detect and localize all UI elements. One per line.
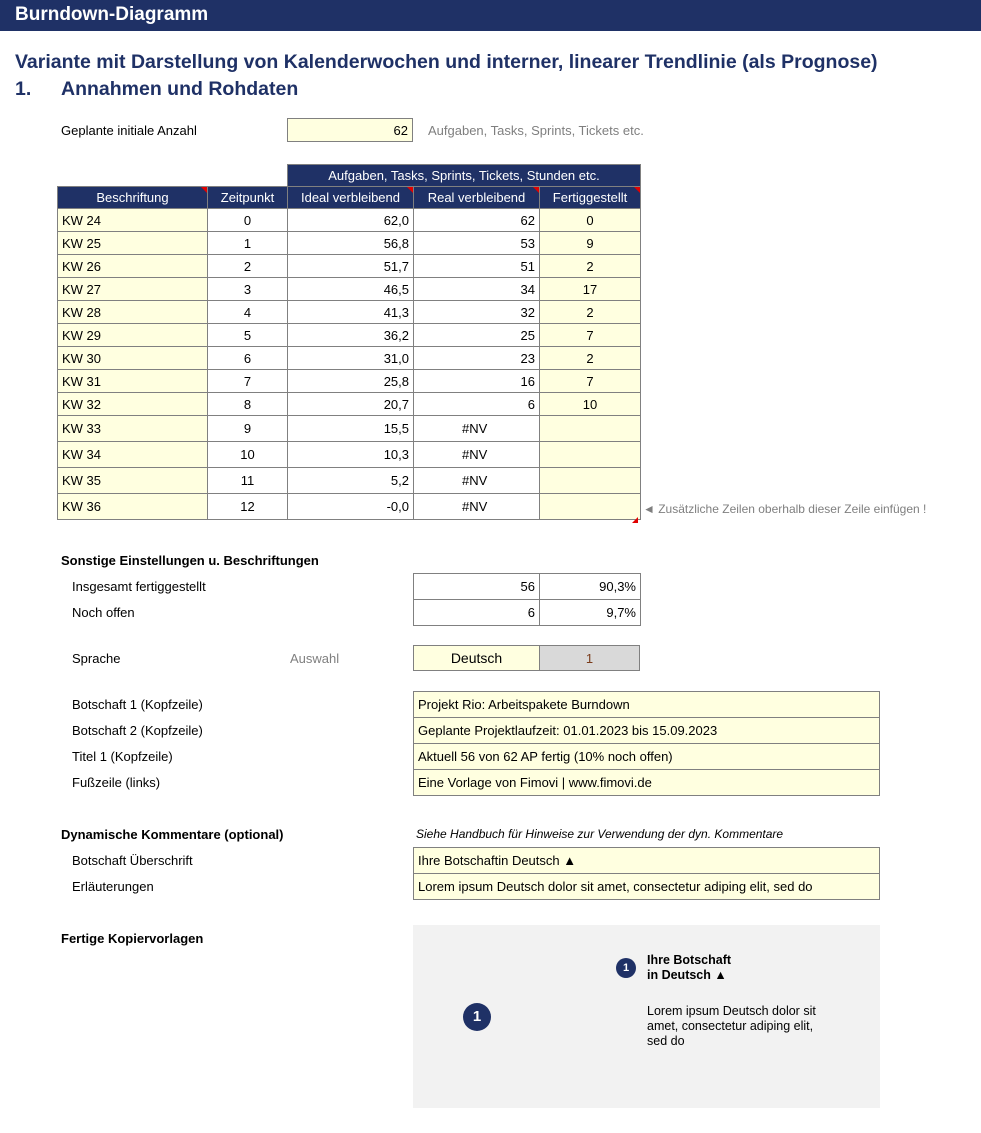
dynamic-heading-value: Ihre Botschaftin Deutsch ▲: [418, 853, 577, 868]
cell-time: 5: [208, 324, 288, 347]
cell-real: #NV: [414, 494, 540, 520]
col-header-text: Ideal verbleibend: [300, 190, 401, 205]
cell-label[interactable]: KW 34: [58, 442, 208, 468]
cell-real: 25: [414, 324, 540, 347]
cell-ideal: 31,0: [288, 347, 414, 370]
comment-marker: [634, 187, 640, 193]
cell-label[interactable]: KW 25: [58, 232, 208, 255]
cell-ideal: 20,7: [288, 393, 414, 416]
cell-ideal: 25,8: [288, 370, 414, 393]
cell-time: 8: [208, 393, 288, 416]
table-spacer: [208, 165, 288, 187]
table-row: [58, 255, 641, 278]
cell-label[interactable]: KW 29: [58, 324, 208, 347]
small-marker-circle-icon: 1: [616, 958, 636, 978]
cell-real: 16: [414, 370, 540, 393]
cell-done[interactable]: [540, 416, 641, 442]
table-spacer: [58, 165, 208, 187]
page-subtitle: Variante mit Darstellung von Kalenderwochen und interner, linearer Trendlinie (als Prognose): [15, 51, 878, 73]
completed-percent: 90,3%: [540, 574, 641, 600]
cell-real: #NV: [414, 468, 540, 494]
col-header-label: [58, 187, 208, 209]
title1-value: Aktuell 56 von 62 AP fertig (10% noch offen): [418, 749, 673, 764]
message1-value: Projekt Rio: Arbeitspakete Burndown: [418, 697, 630, 712]
cell-label[interactable]: KW 27: [58, 278, 208, 301]
col-header-real: [414, 187, 540, 209]
cell-done[interactable]: 9: [540, 232, 641, 255]
cell-real: #NV: [414, 416, 540, 442]
open-count: 6: [414, 600, 540, 626]
language-label: Sprache: [72, 651, 121, 666]
table-row: [58, 209, 641, 232]
initial-count-value: 62: [393, 122, 408, 138]
group-header: Aufgaben, Tasks, Sprints, Tickets, Stunden etc.: [288, 165, 641, 187]
table-row: [58, 324, 641, 347]
dynamic-notes-value: Lorem ipsum Deutsch dolor sit amet, consectetur adiping elit, sed do: [418, 879, 813, 894]
table-row: [58, 347, 641, 370]
cell-label[interactable]: KW 30: [58, 347, 208, 370]
cell-ideal: 56,8: [288, 232, 414, 255]
table-row: [58, 301, 641, 324]
settings-title: Sonstige Einstellungen u. Beschriftungen: [61, 553, 319, 568]
cell-done[interactable]: 0: [540, 209, 641, 232]
cell-done[interactable]: 10: [540, 393, 641, 416]
table-row: [58, 370, 641, 393]
table-row: [58, 468, 641, 494]
templates-title: Fertige Kopiervorlagen: [61, 931, 204, 946]
message1-label: Botschaft 1 (Kopfzeile): [72, 697, 203, 712]
initial-count-input[interactable]: [287, 118, 413, 142]
dynamic-heading-input[interactable]: [413, 847, 880, 874]
cell-done[interactable]: 7: [540, 324, 641, 347]
language-value: Deutsch: [450, 650, 503, 666]
cell-label[interactable]: KW 31: [58, 370, 208, 393]
cell-real: 51: [414, 255, 540, 278]
cell-done[interactable]: 7: [540, 370, 641, 393]
cell-label[interactable]: KW 32: [58, 393, 208, 416]
cell-time: 6: [208, 347, 288, 370]
cell-real: 6: [414, 393, 540, 416]
table-row: [58, 278, 641, 301]
table-row: [58, 416, 641, 442]
col-header-done: [540, 187, 641, 209]
cell-done[interactable]: [540, 494, 641, 520]
cell-time: 2: [208, 255, 288, 278]
col-header-time: Zeitpunkt: [208, 187, 288, 209]
cell-label[interactable]: KW 33: [58, 416, 208, 442]
insert-hint: ◄ Zusätzliche Zeilen oberhalb dieser Zeile einfügen !: [643, 502, 927, 516]
initial-count-hint: Aufgaben, Tasks, Sprints, Tickets etc.: [428, 123, 644, 138]
language-index: [539, 645, 640, 671]
section-number: 1.: [15, 78, 32, 100]
language-index-value: 1: [585, 650, 594, 666]
comment-marker: [201, 187, 207, 193]
comment-body-line3: sed do: [647, 1034, 685, 1048]
footer-value: Eine Vorlage von Fimovi | www.fimovi.de: [418, 775, 652, 790]
table-row: [58, 494, 641, 520]
cell-done[interactable]: 17: [540, 278, 641, 301]
title1-label: Titel 1 (Kopfzeile): [72, 749, 173, 764]
cell-ideal: -0,0: [288, 494, 414, 520]
initial-count-label: Geplante initiale Anzahl: [61, 123, 197, 138]
cell-time: 3: [208, 278, 288, 301]
completed-label: Insgesamt fertiggestellt: [72, 579, 206, 594]
table-row: [58, 442, 641, 468]
comment-marker: [533, 187, 539, 193]
cell-ideal: 10,3: [288, 442, 414, 468]
message1-input[interactable]: [413, 691, 880, 718]
cell-real: 53: [414, 232, 540, 255]
cell-label[interactable]: KW 36: [58, 494, 208, 520]
cell-real: 62: [414, 209, 540, 232]
open-percent: 9,7%: [540, 600, 641, 626]
language-select[interactable]: [413, 645, 540, 671]
col-header-text: Fertiggestellt: [552, 190, 628, 205]
comment-heading-line2: in Deutsch ▲: [647, 968, 727, 982]
raw-data-table: [57, 164, 641, 520]
cell-time: 10: [208, 442, 288, 468]
cell-time: 7: [208, 370, 288, 393]
window-title-bar: [0, 0, 981, 31]
cell-ideal: 15,5: [288, 416, 414, 442]
completed-count: 56: [414, 574, 540, 600]
language-hint: Auswahl: [290, 651, 340, 666]
table-row: [58, 232, 641, 255]
col-header-text: Beschriftung: [96, 190, 169, 205]
cell-time: 0: [208, 209, 288, 232]
cell-label[interactable]: KW 35: [58, 468, 208, 494]
cell-time: 12: [208, 494, 288, 520]
col-header-ideal: [288, 187, 414, 209]
cell-ideal: 36,2: [288, 324, 414, 347]
cell-time: 9: [208, 416, 288, 442]
comment-heading-line1: Ihre Botschaft: [647, 953, 732, 967]
cell-done[interactable]: [540, 442, 641, 468]
cell-ideal: 62,0: [288, 209, 414, 232]
title1-input[interactable]: [413, 743, 880, 770]
dynamic-title: Dynamische Kommentare (optional): [61, 827, 284, 842]
cell-done[interactable]: 2: [540, 301, 641, 324]
footer-label: Fußzeile (links): [72, 775, 161, 790]
table-row: [58, 393, 641, 416]
cell-real: 23: [414, 347, 540, 370]
cell-done[interactable]: [540, 468, 641, 494]
cell-time: 1: [208, 232, 288, 255]
insert-marker: [632, 517, 638, 523]
marker-circle-icon[interactable]: 1: [463, 1003, 491, 1031]
cell-ideal: 41,3: [288, 301, 414, 324]
dynamic-notes-label: Erläuterungen: [72, 879, 154, 894]
copy-template-panel: [413, 925, 880, 1108]
dynamic-notes-input[interactable]: [413, 873, 880, 900]
window-title: Burndown-Diagramm: [15, 4, 209, 25]
message2-value: Geplante Projektlaufzeit: 01.01.2023 bis 15.09.2023: [418, 723, 718, 738]
cell-ideal: 5,2: [288, 468, 414, 494]
comment-body-line2: amet, consectetur adiping elit,: [647, 1019, 814, 1033]
cell-ideal: 51,7: [288, 255, 414, 278]
message2-label: Botschaft 2 (Kopfzeile): [72, 723, 203, 738]
cell-real: 34: [414, 278, 540, 301]
comment-body-line1: Lorem ipsum Deutsch dolor sit: [647, 1004, 816, 1018]
col-header-text: Real verbleibend: [427, 190, 526, 205]
open-label: Noch offen: [72, 605, 135, 620]
cell-label[interactable]: KW 26: [58, 255, 208, 278]
footer-input[interactable]: [413, 769, 880, 796]
dynamic-hint: Siehe Handbuch für Hinweise zur Verwendung der dyn. Kommentare: [416, 827, 784, 841]
cell-ideal: 46,5: [288, 278, 414, 301]
cell-time: 4: [208, 301, 288, 324]
comment-marker: [407, 187, 413, 193]
cell-label[interactable]: KW 24: [58, 209, 208, 232]
cell-real: #NV: [414, 442, 540, 468]
cell-time: 11: [208, 468, 288, 494]
message2-input[interactable]: [413, 717, 880, 744]
cell-real: 32: [414, 301, 540, 324]
cell-done[interactable]: 2: [540, 255, 641, 278]
summary-table: [413, 573, 641, 626]
cell-label[interactable]: KW 28: [58, 301, 208, 324]
cell-done[interactable]: 2: [540, 347, 641, 370]
section-title: Annahmen und Rohdaten: [61, 78, 299, 100]
dynamic-heading-label: Botschaft Überschrift: [72, 853, 193, 868]
